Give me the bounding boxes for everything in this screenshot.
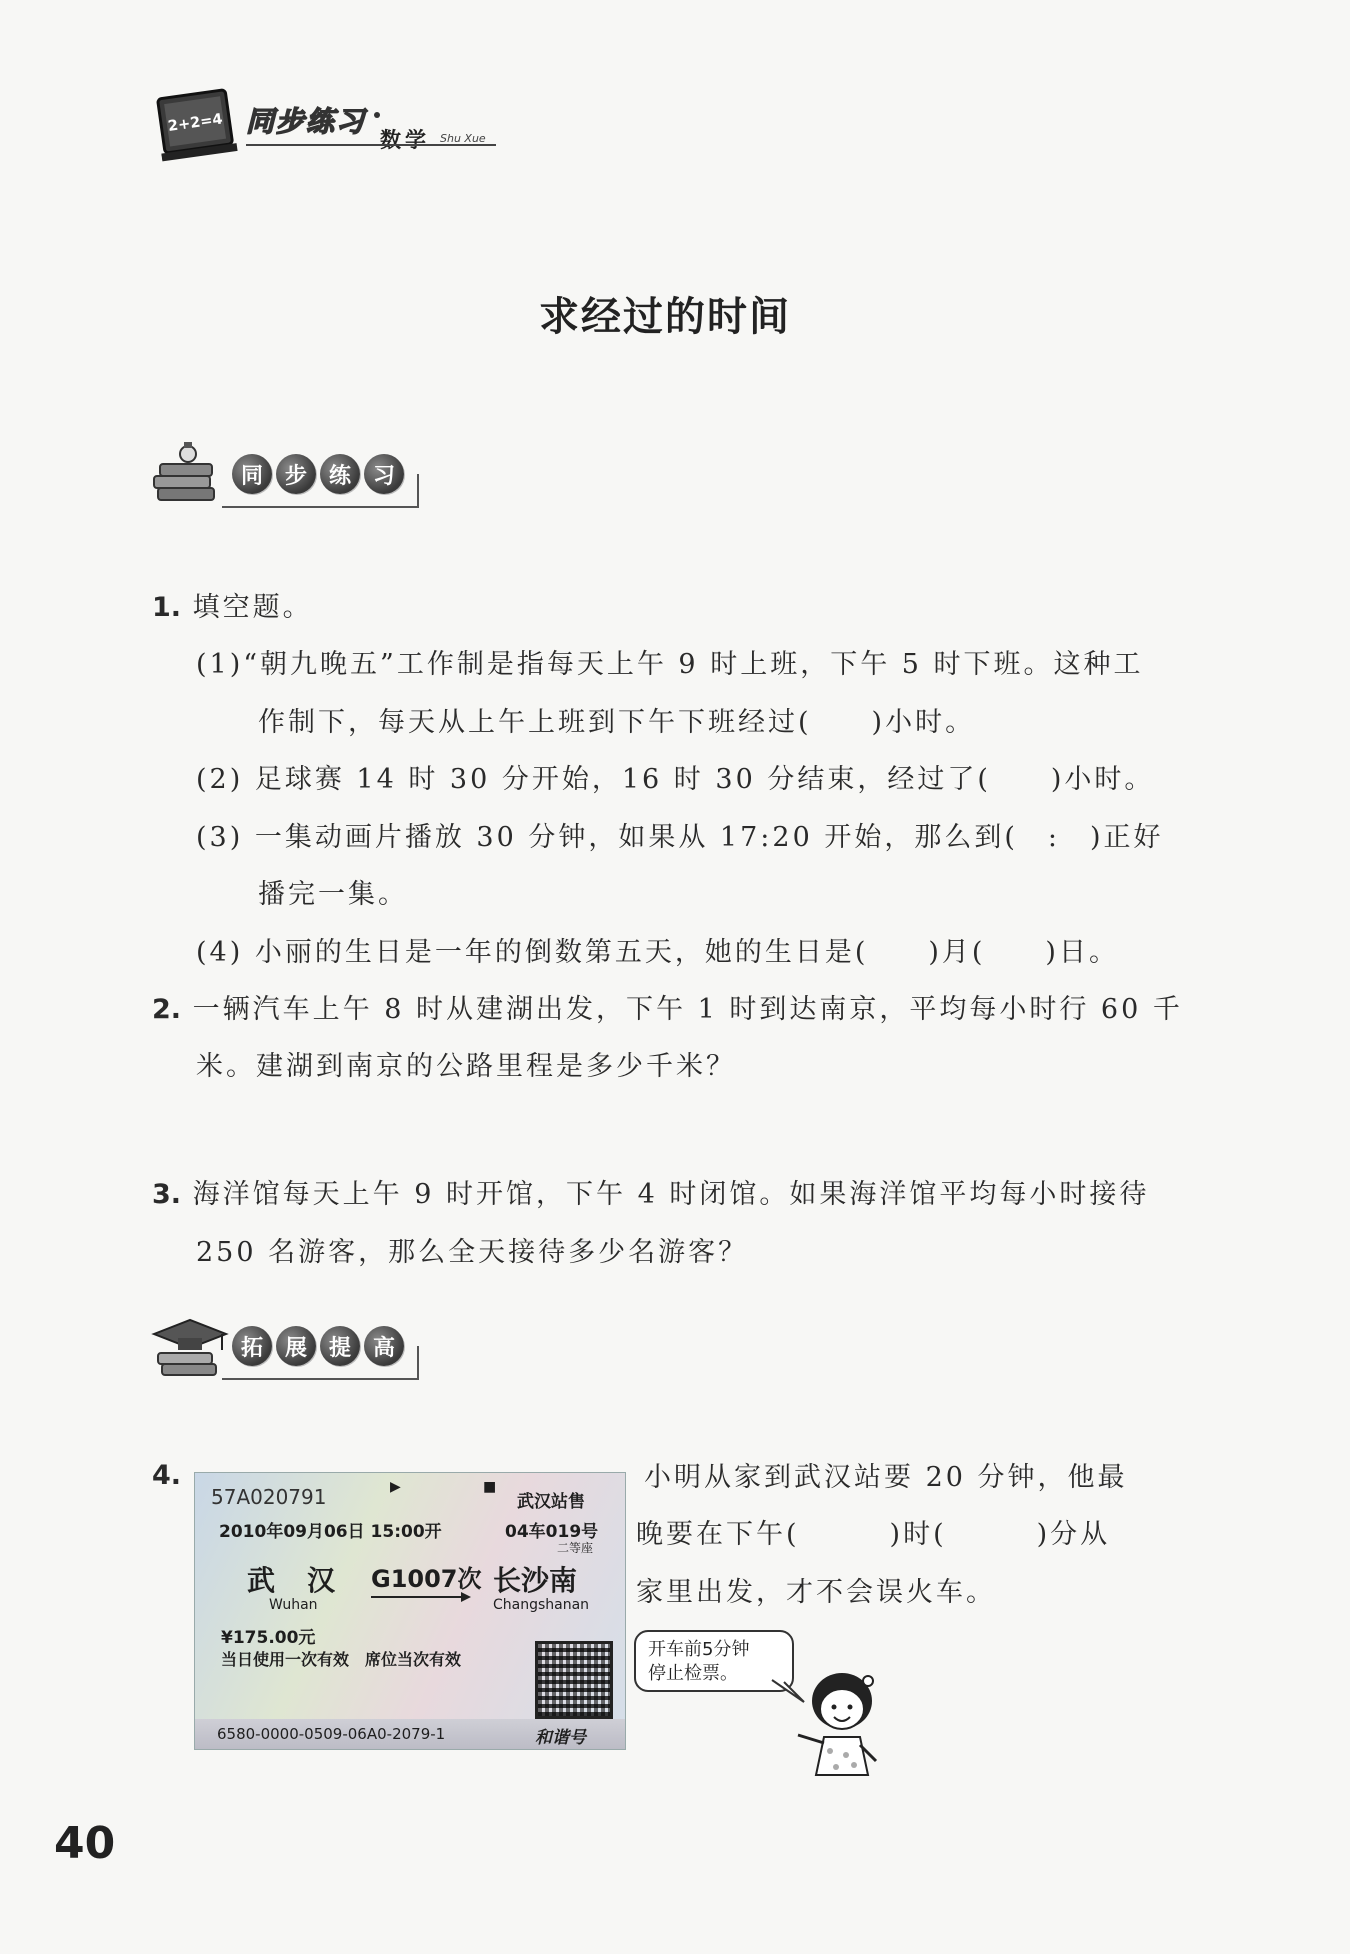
badge-label: [232, 1326, 404, 1366]
page-title: 求经过的时间: [539, 294, 791, 340]
ticket-serial: 57A020791: [211, 1485, 327, 1509]
header-underline: [246, 144, 496, 146]
ticket-from: 武 汉: [247, 1564, 338, 1597]
stop-mark-icon: ■: [483, 1479, 497, 1495]
ticket-seat: 04车019号: [505, 1522, 599, 1542]
series-title: 同步练习: [246, 105, 367, 138]
play-mark-icon: ▶: [390, 1479, 401, 1495]
grad-cap-books-icon: [150, 1312, 230, 1392]
girl-illustration: [790, 1665, 890, 1780]
question-1: [152, 585, 313, 624]
ticket-class: 二等座: [557, 1541, 594, 1555]
q1-sub2: (2) 足球赛 14 时 30 分开始，16 时 30 分结束，经过了( )小时。: [196, 764, 1155, 795]
badge-char: 提: [320, 1326, 360, 1366]
q1-sub1-line1: (1)“朝九晚五”工作制是指每天上午 9 时上班，下午 5 时下班。这种工: [196, 649, 1144, 680]
q1-sub1-line2: 作制下，每天从上午上班到下午下班经过( )小时。: [258, 707, 976, 738]
badge-char: 习: [364, 454, 404, 494]
subject-pinyin: Shu Xue: [440, 132, 486, 145]
question-4-line2: 晚要在下午( )时( )分从: [636, 1519, 1111, 1550]
ticket-brand: 和谐号: [535, 1728, 586, 1748]
question-4-number: [152, 1460, 181, 1491]
direction-arrow-icon: [371, 1591, 471, 1603]
question-text: 填空题。: [192, 592, 313, 623]
ticket-from-en: Wuhan: [269, 1597, 318, 1613]
section-badge-practice: [150, 440, 440, 520]
badge-char: 同: [232, 454, 272, 494]
subject-label: 数学: [380, 128, 430, 152]
page-number: 40: [54, 1818, 116, 1869]
qr-code-icon: [535, 1641, 613, 1719]
question-4-line1: 小明从家到武汉站要 20 分钟，他最: [644, 1462, 1128, 1493]
question-number: 1.: [152, 592, 182, 623]
ticket-price: ¥175.00元: [221, 1628, 316, 1648]
question-number: 3.: [152, 1179, 182, 1210]
question-4-line3: 家里出发，才不会误火车。: [636, 1577, 996, 1608]
ticket-to-en: Changshanan: [493, 1597, 590, 1613]
header-dot: [374, 112, 380, 118]
q1-sub3-line2: 播完一集。: [258, 879, 408, 910]
ticket-code: 6580-0000-0509-06A0-2079-1: [217, 1725, 446, 1743]
question-3-line2: 250 名游客，那么全天接待多少名游客？: [196, 1237, 749, 1268]
badge-label: [232, 454, 404, 494]
badge-char: 步: [276, 454, 316, 494]
question-text: 一辆汽车上午 8 时从建湖出发，下午 1 时到达南京，平均每小时行 60 千: [192, 994, 1183, 1025]
question-text: 海洋馆每天上午 9 时开馆，下午 4 时闭馆。如果海洋馆平均每小时接待: [192, 1179, 1150, 1210]
question-2: [152, 987, 1183, 1026]
page-header: [150, 82, 510, 177]
books-lamp-icon: [150, 440, 230, 520]
q1-sub4: (4) 小丽的生日是一年的倒数第五天，她的生日是( )月( )日。: [196, 937, 1119, 968]
ticket-train-number: G1007次: [371, 1565, 482, 1593]
question-2-line2: 米。建湖到南京的公路里程是多少千米？: [196, 1051, 736, 1082]
board-text: 2+2=4: [166, 110, 224, 135]
q1-sub3-line1: (3) 一集动画片播放 30 分钟，如果从 17:20 开始，那么到( : )正好: [196, 822, 1164, 853]
question-number: 2.: [152, 994, 182, 1025]
section-badge-extension: [150, 1312, 440, 1392]
badge-char: 展: [276, 1326, 316, 1366]
question-3: [152, 1172, 1149, 1211]
bubble-line: 开车前5分钟: [648, 1639, 750, 1660]
bubble-line: 停止检票。: [648, 1663, 738, 1684]
ticket-station-sale: 武汉站售: [517, 1492, 585, 1512]
badge-char: 练: [320, 454, 360, 494]
badge-char: 拓: [232, 1326, 272, 1366]
badge-char: 高: [364, 1326, 404, 1366]
chalkboard-icon: [153, 85, 241, 171]
question-number: 4.: [152, 1460, 182, 1491]
ticket-notice: 当日使用一次有效 席位当次有效: [221, 1650, 462, 1669]
ticket-datetime: 2010年09月06日 15:00开: [219, 1522, 442, 1542]
train-ticket: [194, 1472, 626, 1750]
ticket-to: 长沙南: [493, 1564, 578, 1597]
